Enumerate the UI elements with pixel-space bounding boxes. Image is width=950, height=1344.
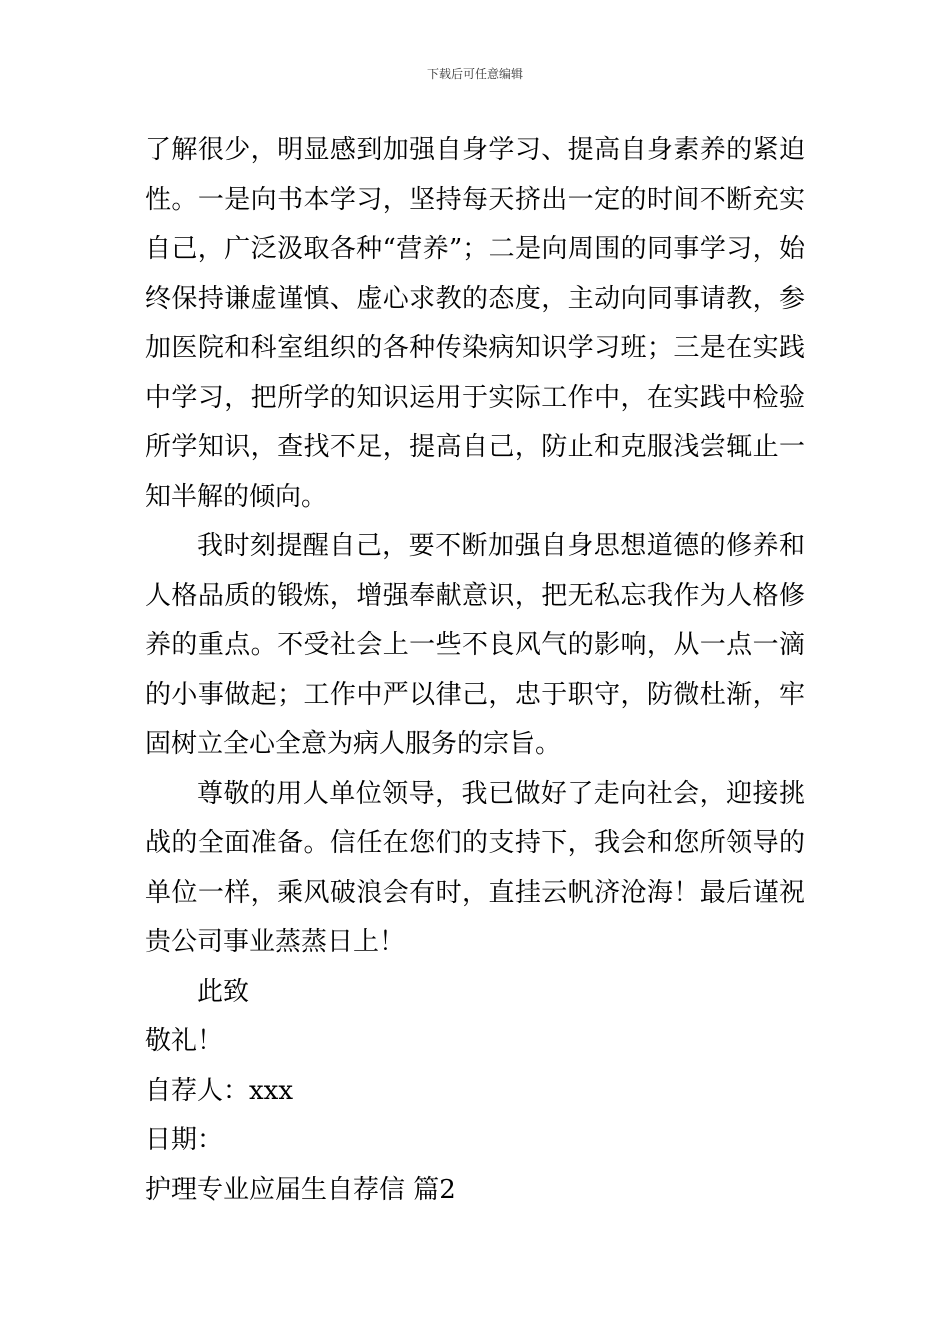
- date-line: 日期：: [145, 1125, 224, 1155]
- salutation: 敬礼！: [145, 1026, 224, 1056]
- closing-phrase: 此致: [197, 976, 250, 1007]
- next-section-title: 护理专业应届生自荐信 篇2: [145, 1174, 456, 1205]
- paragraph-moral-cultivation: 我时刻提醒自己，要不断加强自身思想道德的修养和人格品质的锻炼，增强奉献意识，把无私忘我作为人格修养的重点。不受社会上一些不良风气的影响，从一点一滴的小事做起；工作中严以律己，忠于职守，防微杜渐，牢固树立全心全意为病人服务的宗旨。: [145, 531, 805, 759]
- signer-line: 自荐人：xxx: [145, 1075, 293, 1106]
- paragraph-learning: 了解很少，明显感到加强自身学习、提高自身素养的紧迫性。一是向书本学习，坚持每天挤出一定的时间不断充实自己，广泛汲取各种“营养”；二是向周围的同事学习，始终保持谦虚谨慎、虚心求教的态度，主动向同事请教，参加医院和科室组织的各种传染病知识学习班；三是在实践中学习，把所学的知识运用于实际工作中，在实践中检验所学知识，查找不足，提高自己，防止和克服浅尝辄止一知半解的倾向。: [145, 135, 805, 512]
- page-header-note: 下载后可任意编辑: [426, 67, 523, 81]
- letter-body: [145, 126, 805, 1215]
- paragraph-conclusion: 尊敬的用人单位领导，我已做好了走向社会，迎接挑战的全面准备。信任在您们的支持下，我会和您所领导的单位一样，乘风破浪会有时，直挂云帆济沧海！最后谨祝贵公司事业蒸蒸日上！: [145, 778, 805, 957]
